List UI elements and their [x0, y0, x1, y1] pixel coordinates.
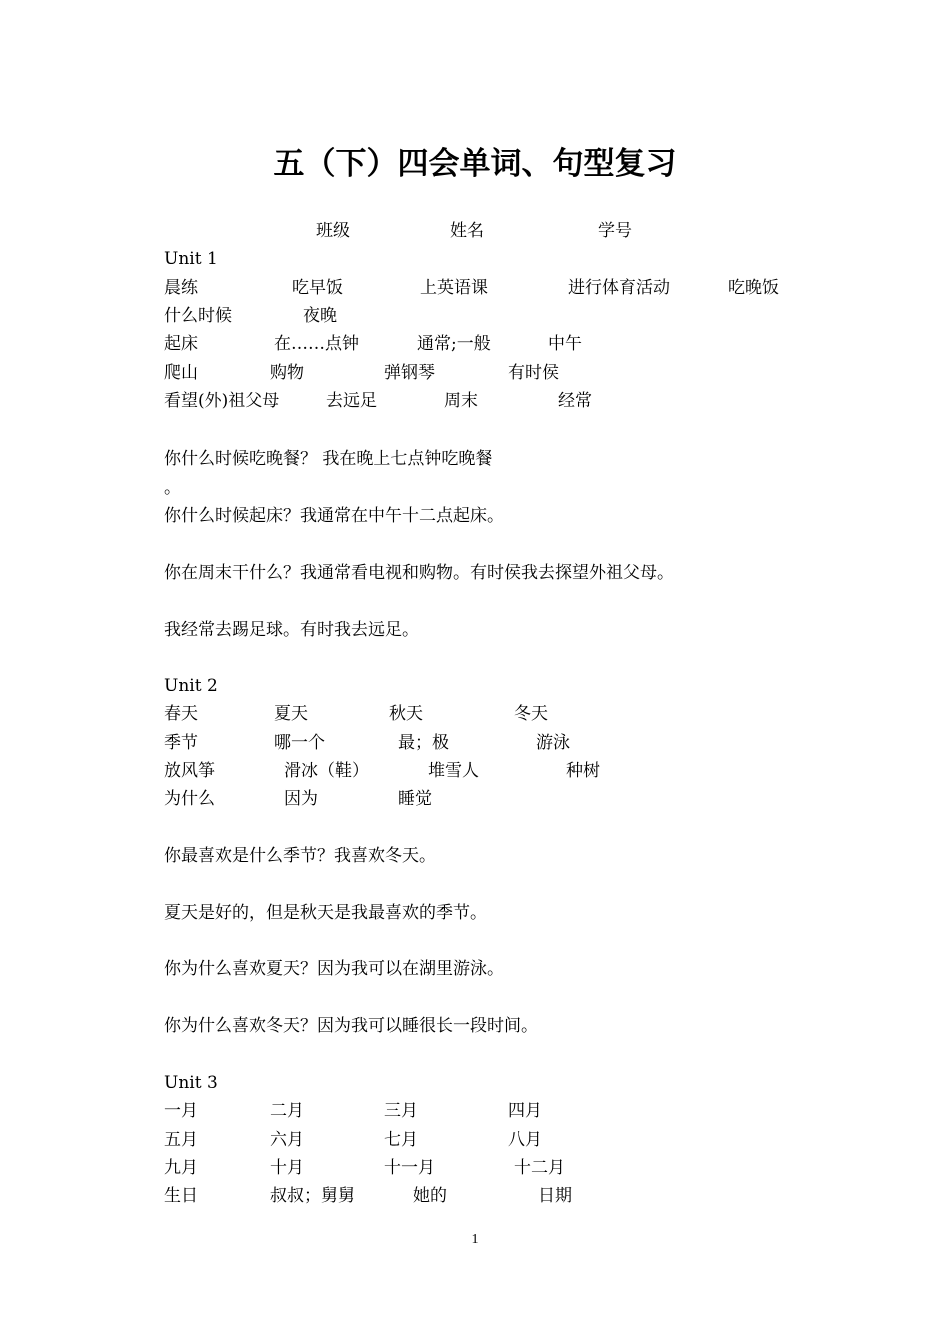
- vocab-word: 通常;一般: [417, 334, 491, 354]
- sentence: 你最喜欢是什么季节？我喜欢冬天。: [164, 846, 436, 866]
- vocab-word: 叔叔；舅舅: [270, 1186, 355, 1206]
- vocab-word: 为什么: [164, 789, 215, 809]
- vocab-word: 滑冰（鞋）: [284, 761, 369, 781]
- unit1-heading: Unit 1: [164, 249, 218, 269]
- vocab-word: 中午: [548, 334, 582, 354]
- vocab-word: 夜晚: [303, 306, 337, 326]
- vocab-word: 生日: [164, 1186, 198, 1206]
- sentence: 你为什么喜欢冬天？因为我可以睡很长一段时间。: [164, 1016, 538, 1036]
- unit3-heading: Unit 3: [164, 1073, 218, 1093]
- class-label: 班级: [316, 221, 350, 241]
- vocab-word: 什么时候: [164, 306, 232, 326]
- vocab-word: 睡觉: [398, 789, 432, 809]
- sentence: 你在周末干什么？我通常看电视和购物。有时侯我去探望外祖父母。: [164, 563, 674, 583]
- number-label: 学号: [598, 221, 632, 241]
- vocab-word: 夏天: [274, 704, 308, 724]
- vocab-word: 购物: [270, 363, 304, 383]
- vocab-word: 游泳: [536, 733, 570, 753]
- vocab-word: 秋天: [389, 704, 423, 724]
- vocab-word: 吃晚饭: [728, 278, 779, 298]
- vocab-word: 在……点钟: [274, 334, 359, 354]
- name-label: 姓名: [450, 221, 484, 241]
- vocab-word: 有时侯: [508, 363, 559, 383]
- vocab-word: 一月: [164, 1101, 198, 1121]
- vocab-word: 放风筝: [164, 761, 215, 781]
- vocab-word: 最；极: [398, 733, 449, 753]
- vocab-word: 二月: [270, 1101, 304, 1121]
- vocab-word: 因为: [284, 789, 318, 809]
- vocab-word: 看望(外)祖父母: [164, 391, 280, 411]
- vocab-word: 十二月: [514, 1158, 565, 1178]
- vocab-word: 六月: [270, 1130, 304, 1150]
- vocab-word: 她的: [413, 1186, 447, 1206]
- vocab-word: 四月: [508, 1101, 542, 1121]
- sentence: 我经常去踢足球。有时我去远足。: [164, 620, 419, 640]
- sentence: 你什么时候起床？我通常在中午十二点起床。: [164, 506, 504, 526]
- vocab-word: 去远足: [326, 391, 377, 411]
- vocab-word: 哪一个: [274, 733, 325, 753]
- vocab-word: 弹钢琴: [384, 363, 435, 383]
- sentence: 。: [164, 478, 181, 498]
- vocab-word: 周末: [444, 391, 478, 411]
- vocab-word: 日期: [538, 1186, 572, 1206]
- vocab-word: 起床: [164, 334, 198, 354]
- vocab-word: 十月: [270, 1158, 304, 1178]
- sentence: 你什么时候吃晚餐？ 我在晚上七点钟吃晚餐: [164, 449, 493, 469]
- vocab-word: 季节: [164, 733, 198, 753]
- vocab-word: 进行体育活动: [568, 278, 670, 298]
- vocab-word: 十一月: [384, 1158, 435, 1178]
- sentence: 夏天是好的，但是秋天是我最喜欢的季节。: [164, 903, 487, 923]
- vocab-word: 五月: [164, 1130, 198, 1150]
- sentence: 你为什么喜欢夏天？因为我可以在湖里游泳。: [164, 959, 504, 979]
- vocab-word: 三月: [384, 1101, 418, 1121]
- vocab-word: 经常: [558, 391, 592, 411]
- vocab-word: 七月: [384, 1130, 418, 1150]
- page-title: 五（下）四会单词、句型复习: [273, 146, 677, 182]
- vocab-word: 堆雪人: [428, 761, 479, 781]
- page-number: 1: [471, 1232, 479, 1247]
- vocab-word: 冬天: [514, 704, 548, 724]
- unit2-heading: Unit 2: [164, 676, 218, 696]
- vocab-word: 晨练: [164, 278, 198, 298]
- vocab-word: 九月: [164, 1158, 198, 1178]
- vocab-word: 种树: [566, 761, 600, 781]
- vocab-word: 八月: [508, 1130, 542, 1150]
- vocab-word: 春天: [164, 704, 198, 724]
- vocab-word: 上英语课: [420, 278, 488, 298]
- vocab-word: 爬山: [164, 363, 198, 383]
- vocab-word: 吃早饭: [292, 278, 343, 298]
